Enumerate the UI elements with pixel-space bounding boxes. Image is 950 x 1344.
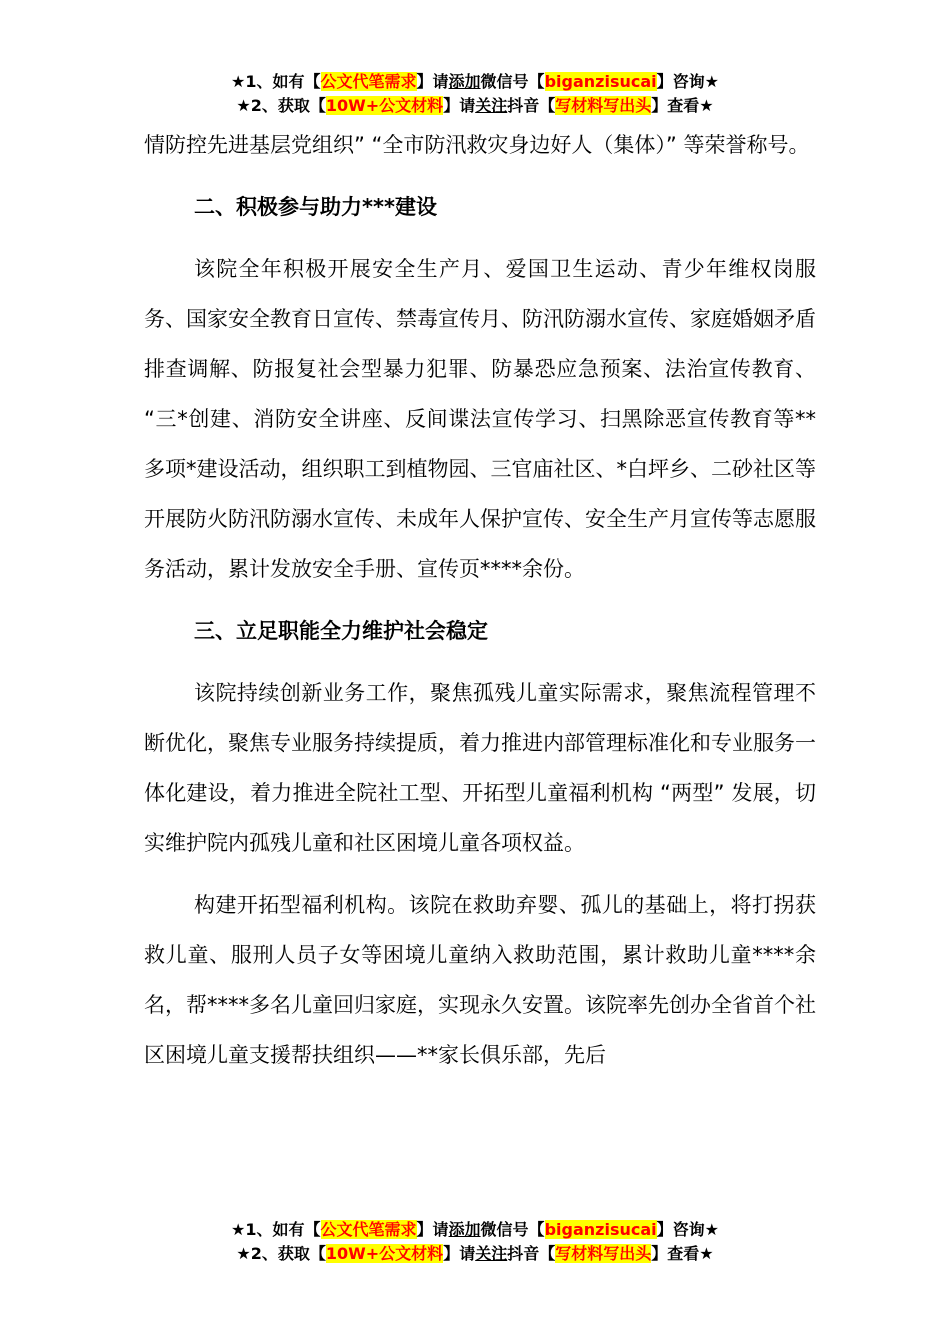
banner-highlight: 10W+公文材料	[325, 1244, 444, 1263]
banner-underline: 添加	[448, 72, 481, 91]
banner-text: 抖音【	[507, 96, 556, 115]
paragraph-activities: 该院全年积极开展安全生产月、爱国卫生运动、青少年维权岗服务、国家安全教育日宣传、禁毒宣传月、防汛防溺水宣传、家庭婚姻矛盾排查调解、防报复社会型暴力犯罪、防暴恐应急预案、法治宣传教育、 “三*创建、消防安全讲座、反间谍法宣传学习、扫黑除恶宣传教育等**多项*建设活动，组织职工到植物园、三官庙社区、*白坪乡、二砂社区等开展防火防汛防溺水宣传、未成年人保护宣传、安全生产月宣传等志愿服务活动，累计发放安全手册、宣传页****余份。	[144, 257, 816, 581]
paragraph-services: 该院持续创新业务工作，聚焦孤残儿童实际需求，聚焦流程管理不断优化，聚焦专业服务持续提质，着力推进内部管理标准化和专业服务一体化建设，着力推进全院社工型、开拓型儿童福利机构 “两型” 发展，切实维护院内孤残儿童和社区困境儿童各项权益。	[144, 681, 816, 855]
banner-text: ★2、获取【	[236, 96, 326, 115]
header-banner	[0, 70, 950, 118]
banner-highlight: 写材料写出头	[555, 96, 652, 115]
banner-line-2	[0, 1242, 950, 1266]
banner-text: 】咨询★	[656, 1220, 719, 1239]
banner-highlight: 公文代笔需求	[320, 72, 417, 91]
banner-text: 抖音【	[507, 1244, 556, 1263]
banner-underline: 添加	[448, 1220, 481, 1239]
banner-highlight: 10W+公文材料	[325, 96, 444, 115]
banner-highlight: biganzisucai	[544, 1220, 657, 1239]
banner-text: 】咨询★	[656, 72, 719, 91]
banner-text: ★1、如有【	[231, 72, 321, 91]
banner-text: 】请	[416, 72, 449, 91]
banner-text: ★2、获取【	[236, 1244, 326, 1263]
paragraph-welfare-institution: 构建开拓型福利机构。该院在救助弃婴、孤儿的基础上，将打拐获救儿童、服刑人员子女等困境儿童纳入救助范围，累计救助儿童****余名，帮****多名儿童回归家庭，实现永久安置。该院率先创办全省首个社区困境儿童支援帮扶组织——**家长俱乐部，先后	[144, 893, 816, 1067]
banner-underline: 关注	[475, 1244, 508, 1263]
banner-text: 】查看★	[651, 96, 714, 115]
document-body	[144, 120, 816, 1080]
banner-text: 】请	[443, 96, 476, 115]
banner-line-2	[0, 94, 950, 118]
banner-text: 】请	[443, 1244, 476, 1263]
banner-text: 】请	[416, 1220, 449, 1239]
banner-highlight: 公文代笔需求	[320, 1220, 417, 1239]
section-heading-3: 三、立足职能全力维护社会稳定	[194, 619, 488, 643]
section-heading-2: 二、积极参与助力***建设	[194, 195, 437, 219]
banner-text: 微信号【	[480, 72, 545, 91]
banner-text: ★1、如有【	[231, 1220, 321, 1239]
footer-banner	[0, 1218, 950, 1266]
banner-text: 】查看★	[651, 1244, 714, 1263]
banner-highlight: biganzisucai	[544, 72, 657, 91]
banner-highlight: 写材料写出头	[555, 1244, 652, 1263]
banner-text: 微信号【	[480, 1220, 545, 1239]
banner-line-1	[0, 70, 950, 94]
banner-line-1	[0, 1218, 950, 1242]
banner-underline: 关注	[475, 96, 508, 115]
paragraph-continuation: 情防控先进基层党组织” “全市防汛救灾身边好人（集体）” 等荣誉称号。	[144, 133, 810, 157]
